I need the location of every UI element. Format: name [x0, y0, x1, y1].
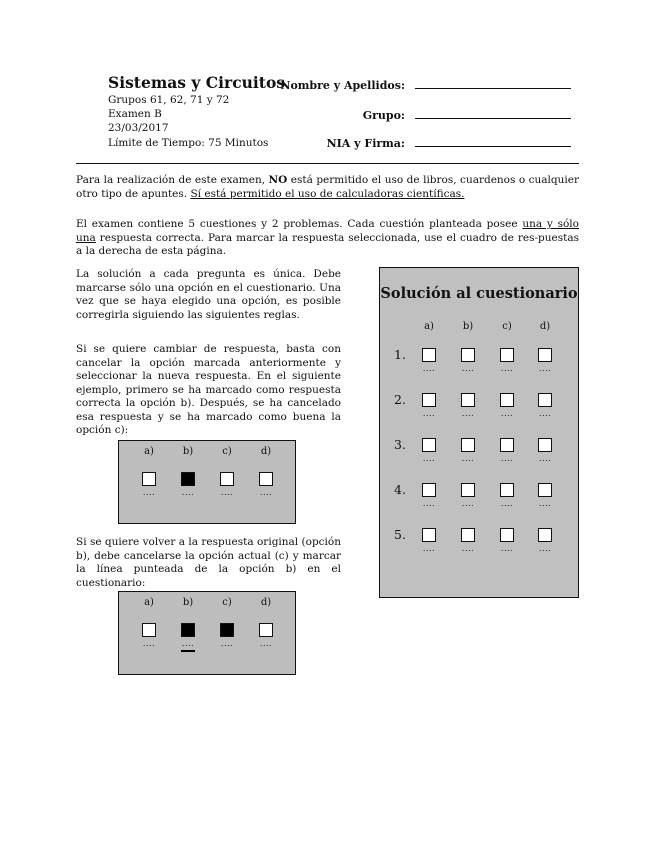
answer-dotted-line[interactable]: .... — [500, 454, 514, 463]
answer-box[interactable] — [422, 348, 436, 362]
rule-paragraph-3: Si se quiere volver a la respuesta original (opción b), debe cancelarse la opción actual (c) y marcar la línea punteada de la opción b) en el cuestionario: — [76, 536, 341, 589]
answer-dotted-line[interactable]: .... — [500, 409, 514, 418]
answer-box[interactable] — [500, 528, 514, 542]
rule-paragraph-2: Si se quiere cambiar de respuesta, basta con cancelar la opción marcada anteriormente y seleccionar la nueva respuesta. En el siguiente ejemplo, primero se ha marcado como respuesta correcta la opción b). Después, se ha cancelado esa respuesta y se ha marcado como buena la opción c): — [76, 343, 341, 436]
answer-box[interactable] — [461, 348, 475, 362]
answer-sheet-title: Solución al cuestionario — [380, 285, 578, 302]
example-dotted-line: .... — [220, 488, 234, 497]
answer-dotted-line[interactable]: .... — [461, 409, 475, 418]
answer-dotted-line[interactable]: .... — [538, 364, 552, 373]
answer-option-header: a) — [424, 321, 434, 332]
question-number: 4. — [394, 482, 406, 497]
nia-signature-field[interactable] — [415, 146, 571, 147]
answer-dotted-line[interactable]: .... — [422, 409, 436, 418]
rule-paragraph-1: La solución a cada pregunta es única. Debe marcarse sólo una opción en el cuestionario. Una vez que se haya elegido una opción, es posible corregirla siguiendo las siguientes reglas. — [76, 268, 341, 321]
answer-box[interactable] — [538, 483, 552, 497]
group-label: Grupo: — [362, 109, 405, 122]
example-2-panel — [118, 591, 296, 675]
nia-label: NIA y Firma: — [326, 137, 405, 150]
exam-version: Examen B — [108, 108, 162, 120]
answer-dotted-line[interactable]: .... — [538, 409, 552, 418]
course-title: Sistemas y Circuitos — [108, 73, 286, 92]
example-1-panel — [118, 440, 296, 524]
example-marked-dotted-line — [181, 650, 195, 652]
answer-box[interactable] — [422, 393, 436, 407]
answer-dotted-line[interactable]: .... — [461, 499, 475, 508]
answer-dotted-line[interactable]: .... — [461, 544, 475, 553]
answer-box[interactable] — [500, 483, 514, 497]
example-dotted-line: .... — [142, 488, 156, 497]
example-option-label: d) — [260, 597, 272, 608]
answer-option-header: b) — [462, 321, 474, 332]
p2-text-a: El examen contiene 5 cuestiones y 2 problemas. Cada cuestión planteada posee — [76, 218, 523, 230]
answer-dotted-line[interactable]: .... — [461, 454, 475, 463]
answer-box[interactable] — [461, 483, 475, 497]
example-option-label: a) — [144, 446, 154, 457]
example-option-label: b) — [182, 446, 194, 457]
answer-dotted-line[interactable]: .... — [422, 499, 436, 508]
example-dotted-line: .... — [259, 639, 273, 648]
p1-underlined: Sí está permitido el uso de calculadoras científicas. — [190, 187, 465, 200]
time-limit: Límite de Tiempo: 75 Minutos — [108, 137, 269, 149]
question-number: 1. — [394, 347, 406, 362]
intro-paragraph-1 — [76, 174, 579, 201]
answer-option-header: c) — [502, 321, 512, 332]
example-answer-box — [181, 623, 195, 637]
example-option-label: c) — [222, 597, 232, 608]
example-option-label: a) — [144, 597, 154, 608]
example-answer-box — [142, 472, 156, 486]
example-answer-box — [259, 623, 273, 637]
example-answer-box — [181, 472, 195, 486]
answer-dotted-line[interactable]: .... — [422, 454, 436, 463]
answer-dotted-line[interactable]: .... — [422, 364, 436, 373]
example-answer-box — [220, 472, 234, 486]
groups-text: Grupos 61, 62, 71 y 72 — [108, 94, 230, 106]
example-dotted-line: .... — [142, 639, 156, 648]
answer-box[interactable] — [422, 528, 436, 542]
p1-bold: NO — [268, 174, 288, 186]
answer-dotted-line[interactable]: .... — [500, 499, 514, 508]
p1-text-b: está permitido el uso de libros, cuardenos o cualquier otro tipo de apuntes. — [76, 174, 579, 200]
example-answer-box — [142, 623, 156, 637]
answer-sheet-panel — [379, 267, 579, 598]
answer-box[interactable] — [422, 483, 436, 497]
example-option-label: d) — [260, 446, 272, 457]
name-label: Nombre y Apellidos: — [280, 79, 405, 92]
intro-paragraph-2 — [76, 218, 579, 259]
example-answer-box — [259, 472, 273, 486]
example-dotted-line: .... — [181, 639, 195, 648]
question-number: 5. — [394, 527, 406, 542]
answer-box[interactable] — [461, 438, 475, 452]
answer-box[interactable] — [500, 393, 514, 407]
group-field[interactable] — [415, 118, 571, 119]
example-dotted-line: .... — [259, 488, 273, 497]
answer-dotted-line[interactable]: .... — [422, 544, 436, 553]
p1-text-a: Para la realización de este examen, — [76, 174, 269, 186]
answer-box[interactable] — [538, 348, 552, 362]
example-option-label: c) — [222, 446, 232, 457]
answer-dotted-line[interactable]: .... — [461, 364, 475, 373]
answer-box[interactable] — [538, 438, 552, 452]
answer-box[interactable] — [538, 528, 552, 542]
answer-option-header: d) — [539, 321, 551, 332]
exam-date: 23/03/2017 — [108, 122, 169, 134]
example-dotted-line: .... — [181, 488, 195, 497]
answer-dotted-line[interactable]: .... — [500, 364, 514, 373]
example-answer-box — [220, 623, 234, 637]
answer-box[interactable] — [500, 348, 514, 362]
p2-underlined: una y sólo una — [76, 218, 579, 244]
answer-box[interactable] — [422, 438, 436, 452]
answer-box[interactable] — [461, 393, 475, 407]
answer-box[interactable] — [500, 438, 514, 452]
answer-box[interactable] — [538, 393, 552, 407]
answer-dotted-line[interactable]: .... — [538, 544, 552, 553]
header-divider — [76, 163, 579, 164]
example-option-label: b) — [182, 597, 194, 608]
answer-dotted-line[interactable]: .... — [500, 544, 514, 553]
answer-box[interactable] — [461, 528, 475, 542]
p2-text-b: respuesta correcta. Para marcar la respuesta seleccionada, use el cuadro de res-puestas a la derecha de esta página. — [76, 231, 579, 257]
question-number: 3. — [394, 437, 406, 452]
question-number: 2. — [394, 392, 406, 407]
answer-dotted-line[interactable]: .... — [538, 499, 552, 508]
name-field[interactable] — [415, 88, 571, 89]
answer-dotted-line[interactable]: .... — [538, 454, 552, 463]
example-dotted-line: .... — [220, 639, 234, 648]
